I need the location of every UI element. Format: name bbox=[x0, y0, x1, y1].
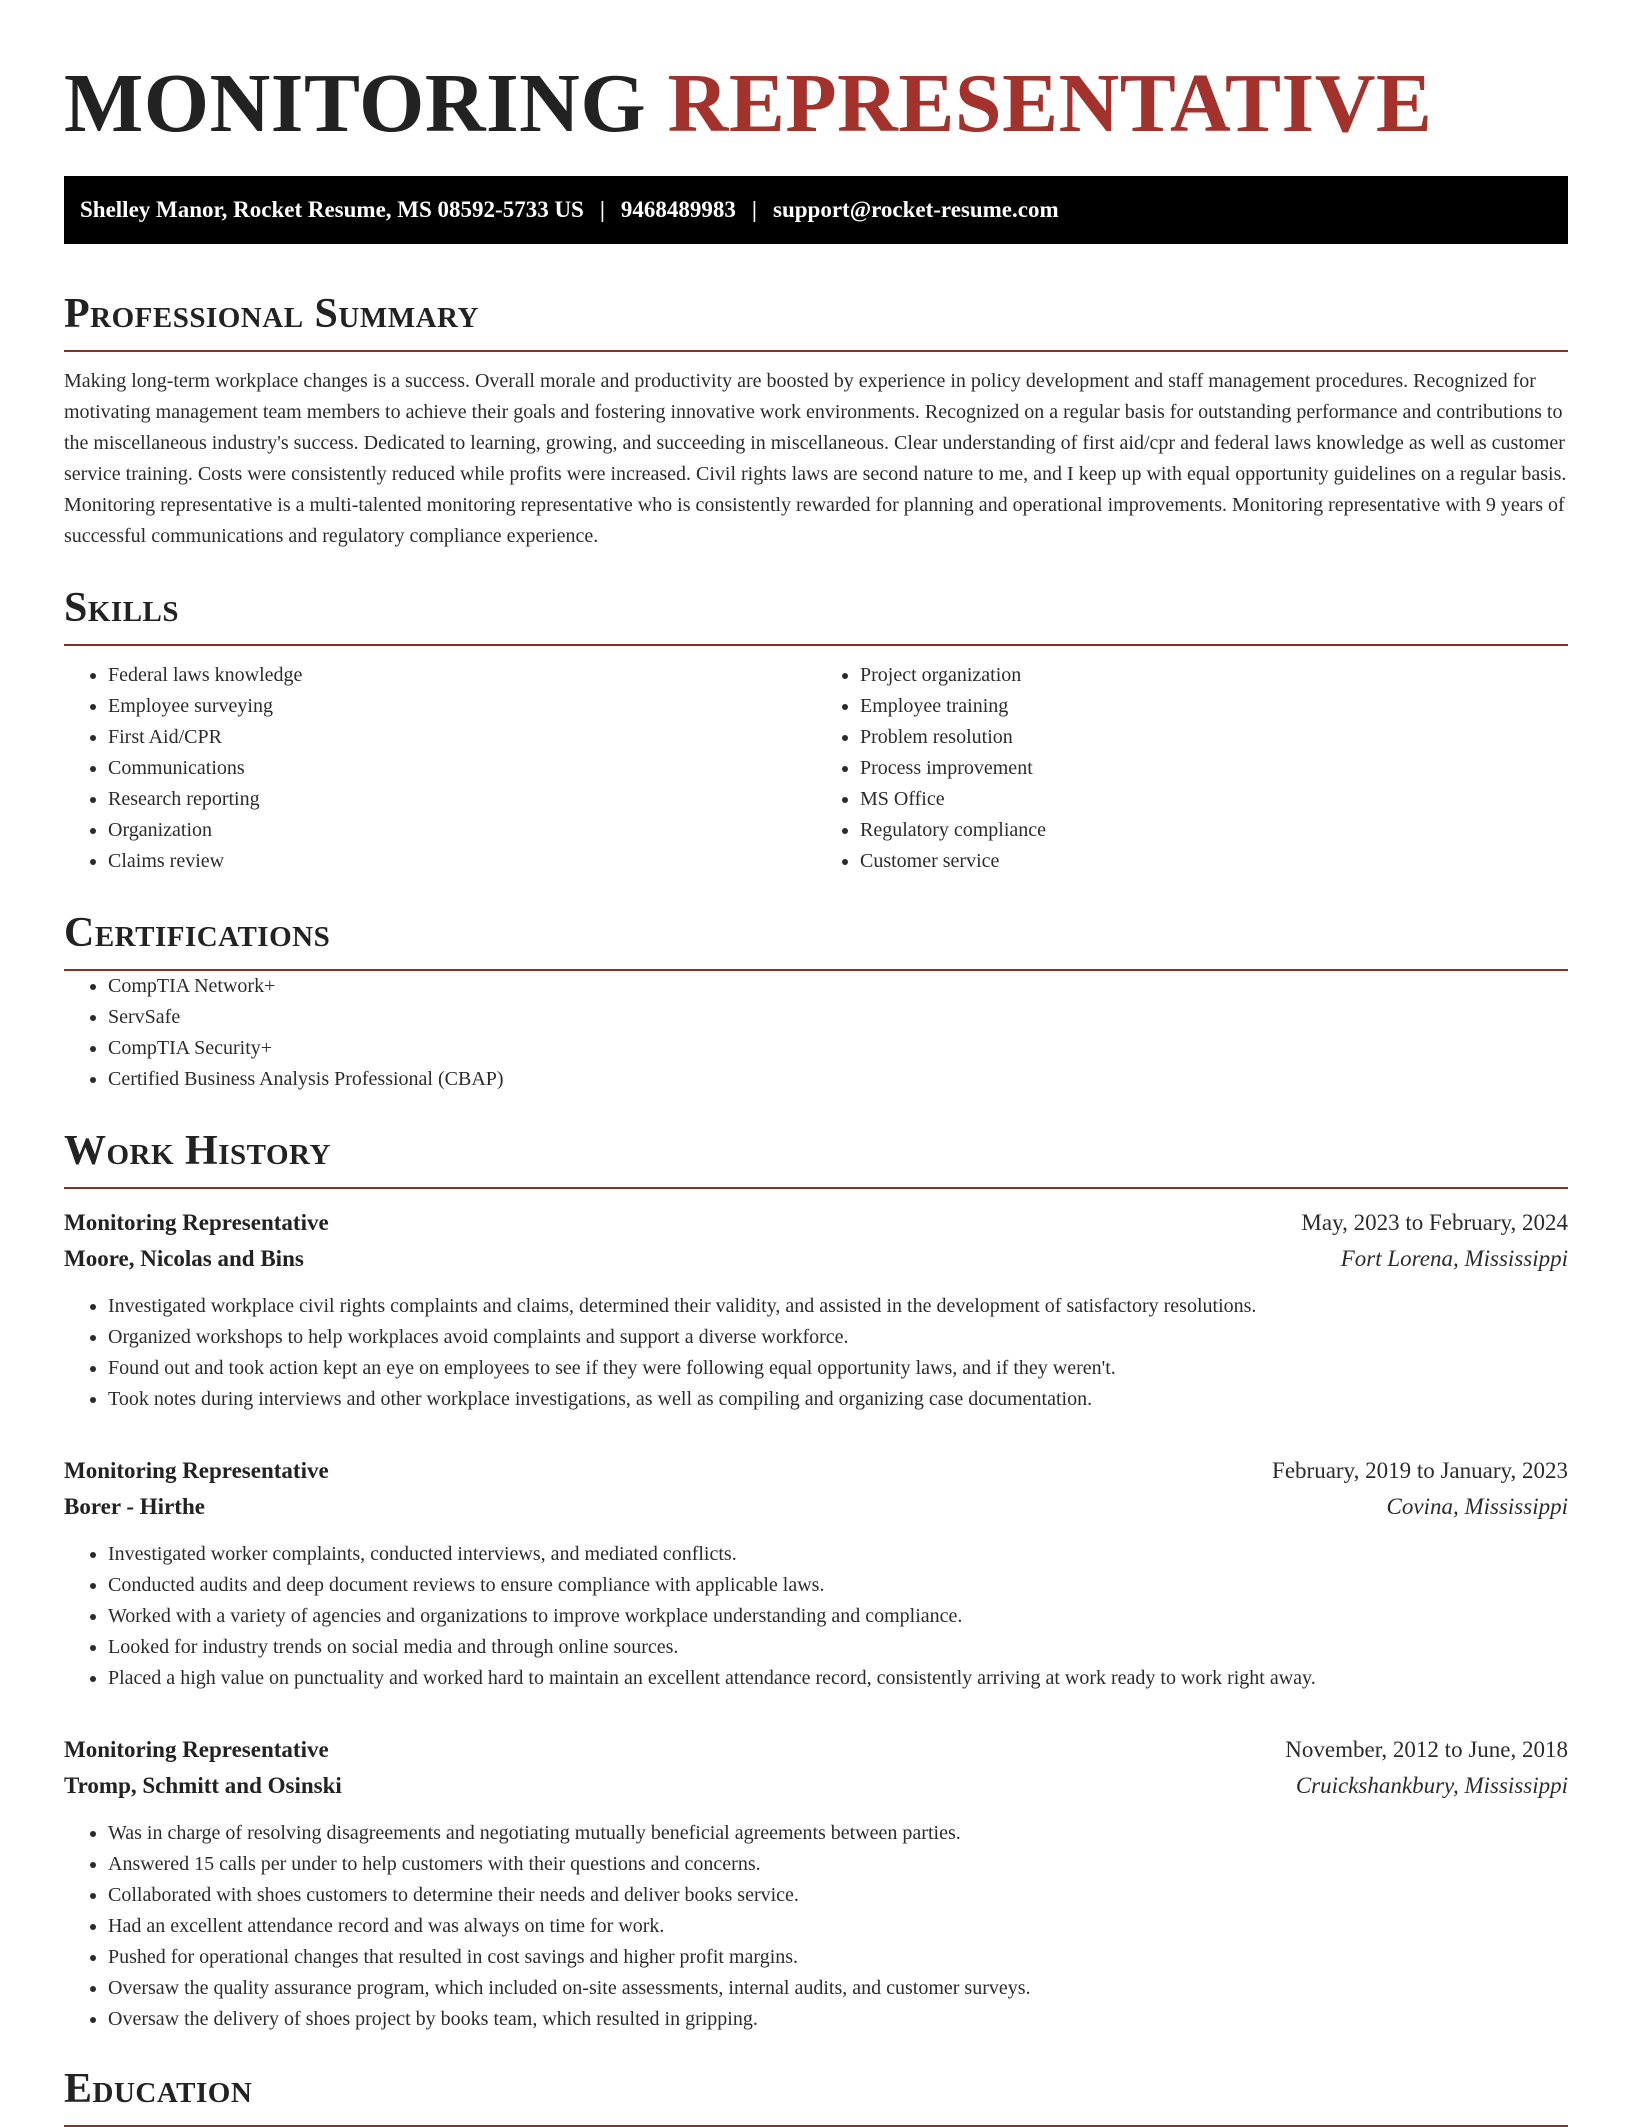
certification-item: • CompTIA Network+ bbox=[108, 971, 1568, 1002]
job-title-row bbox=[64, 1205, 1568, 1241]
job-duty-item: • Oversaw the delivery of shoes project by books team, which resulted in gripping. bbox=[108, 2004, 1568, 2035]
job-location: Cruickshankbury, Mississippi bbox=[1295, 1773, 1568, 1798]
contact-bar bbox=[64, 176, 1568, 244]
contact-email: support@rocket-resume.com bbox=[773, 197, 1059, 222]
job-title: Monitoring Representative bbox=[64, 1458, 329, 1483]
skill-item: • Employee training bbox=[860, 691, 1568, 722]
certifications-list bbox=[64, 971, 1568, 1095]
job-duties-list bbox=[64, 1818, 1568, 2035]
job-duty-item: • Pushed for operational changes that resulted in cost savings and higher profit margins. bbox=[108, 1942, 1568, 1973]
certification-item: • Certified Business Analysis Professional (CBAP) bbox=[108, 1064, 1568, 1095]
section-heading-skills: Skills bbox=[64, 582, 1568, 646]
skill-item: • Project organization bbox=[860, 660, 1568, 691]
professional-summary-section bbox=[64, 288, 1568, 552]
job-title: Monitoring Representative bbox=[64, 1210, 329, 1235]
section-heading-work-history: Work History bbox=[64, 1125, 1568, 1189]
section-heading-summary: Professional Summary bbox=[64, 288, 1568, 352]
job-dates: May, 2023 to February, 2024 bbox=[1301, 1210, 1568, 1235]
job-dates: November, 2012 to June, 2018 bbox=[1285, 1737, 1568, 1762]
job-company-row bbox=[64, 1768, 1568, 1804]
skills-list-right bbox=[816, 660, 1568, 877]
skill-item: • Problem resolution bbox=[860, 722, 1568, 753]
title-part-1: MONITORING bbox=[64, 57, 647, 150]
skill-item: • Process improvement bbox=[860, 753, 1568, 784]
section-heading-education: Education bbox=[64, 2063, 1568, 2127]
resume-title bbox=[64, 0, 1568, 154]
job-company: Tromp, Schmitt and Osinski bbox=[64, 1773, 342, 1798]
job-company-row bbox=[64, 1241, 1568, 1277]
skill-item: • First Aid/CPR bbox=[108, 722, 816, 753]
job-duty-item: • Looked for industry trends on social media and through online sources. bbox=[108, 1632, 1568, 1663]
job-duty-item: • Answered 15 calls per under to help customers with their questions and concerns. bbox=[108, 1849, 1568, 1880]
skill-item: • Organization bbox=[108, 815, 816, 846]
skill-item: • Communications bbox=[108, 753, 816, 784]
job-duties-list bbox=[64, 1539, 1568, 1694]
job-duty-item: • Organized workshops to help workplaces avoid complaints and support a diverse workforce. bbox=[108, 1322, 1568, 1353]
job-title-row bbox=[64, 1732, 1568, 1768]
job-duties-list bbox=[64, 1291, 1568, 1415]
work-history-section bbox=[64, 1125, 1568, 2035]
contact-phone: 9468489983 bbox=[620, 197, 736, 222]
certification-item: • CompTIA Security+ bbox=[108, 1033, 1568, 1064]
skills-columns bbox=[64, 660, 1568, 877]
skills-section bbox=[64, 582, 1568, 877]
skill-item: • Regulatory compliance bbox=[860, 815, 1568, 846]
job-title-row bbox=[64, 1453, 1568, 1489]
job-entry bbox=[64, 1732, 1568, 2035]
job-location: Fort Lorena, Mississippi bbox=[1340, 1246, 1568, 1271]
job-company: Borer - Hirthe bbox=[64, 1494, 205, 1519]
job-duty-item: • Placed a high value on punctuality and worked hard to maintain an excellent attendance record, consistently arriving at work ready to work right away. bbox=[108, 1663, 1568, 1694]
title-part-2: REPRESENTATIVE bbox=[667, 57, 1433, 150]
job-duty-item: • Was in charge of resolving disagreements and negotiating mutually beneficial agreements between parties. bbox=[108, 1818, 1568, 1849]
job-entry bbox=[64, 1205, 1568, 1415]
summary-text: Making long-term workplace changes is a success. Overall morale and productivity are boosted by experience in policy development and staff management procedures. Recognized for motivating management team members to achieve their goals and fostering innovative work environments. Recognized on a regular basis for outstanding performance and contributions to the miscellaneous industry's success. Dedicated to learning, growing, and succeeding in miscellaneous. Clear understanding of first aid/cpr and federal laws knowledge as well as customer service training. Costs were consistently reduced while profits were increased. Civil rights laws are second nature to me, and I keep up with equal opportunity guidelines on a regular basis. Monitoring representative is a multi-talented monitoring representative who is consistently rewarded for planning and operational improvements. Monitoring representative with 9 years of successful communications and regulatory compliance experience. bbox=[64, 370, 1567, 547]
section-heading-certifications: Certifications bbox=[64, 907, 1568, 971]
skill-item: • Federal laws knowledge bbox=[108, 660, 816, 691]
job-entry bbox=[64, 1453, 1568, 1694]
job-duty-item: • Had an excellent attendance record and was always on time for work. bbox=[108, 1911, 1568, 1942]
skill-item: • Customer service bbox=[860, 846, 1568, 877]
education-section bbox=[64, 2063, 1568, 2127]
resume-page bbox=[64, 0, 1568, 2127]
job-company-row bbox=[64, 1489, 1568, 1525]
skill-item: • MS Office bbox=[860, 784, 1568, 815]
job-duty-item: • Collaborated with shoes customers to determine their needs and deliver books service. bbox=[108, 1880, 1568, 1911]
job-duty-item: • Found out and took action kept an eye on employees to see if they were following equal opportunity laws, and if they weren't. bbox=[108, 1353, 1568, 1384]
job-duty-item: • Investigated workplace civil rights complaints and claims, determined their validity, and assisted in the development of satisfactory resolutions. bbox=[108, 1291, 1568, 1322]
skills-list-left bbox=[64, 660, 816, 877]
job-company: Moore, Nicolas and Bins bbox=[64, 1246, 304, 1271]
skill-item: • Research reporting bbox=[108, 784, 816, 815]
contact-separator: | bbox=[751, 197, 757, 222]
job-dates: February, 2019 to January, 2023 bbox=[1272, 1458, 1568, 1483]
skill-item: • Employee surveying bbox=[108, 691, 816, 722]
job-duty-item: • Worked with a variety of agencies and organizations to improve workplace understanding and compliance. bbox=[108, 1601, 1568, 1632]
contact-address: Shelley Manor, Rocket Resume, MS 08592-5733 US bbox=[80, 197, 584, 222]
job-duty-item: • Conducted audits and deep document reviews to ensure compliance with applicable laws. bbox=[108, 1570, 1568, 1601]
job-duty-item: • Took notes during interviews and other workplace investigations, as well as compiling and organizing case documentation. bbox=[108, 1384, 1568, 1415]
contact-separator: | bbox=[599, 197, 605, 222]
job-duty-item: • Oversaw the quality assurance program, which included on-site assessments, internal audits, and customer surveys. bbox=[108, 1973, 1568, 2004]
job-location: Covina, Mississippi bbox=[1386, 1494, 1568, 1519]
certifications-section bbox=[64, 907, 1568, 1095]
certification-item: • ServSafe bbox=[108, 1002, 1568, 1033]
job-title: Monitoring Representative bbox=[64, 1737, 329, 1762]
job-duty-item: • Investigated worker complaints, conducted interviews, and mediated conflicts. bbox=[108, 1539, 1568, 1570]
skill-item: • Claims review bbox=[108, 846, 816, 877]
